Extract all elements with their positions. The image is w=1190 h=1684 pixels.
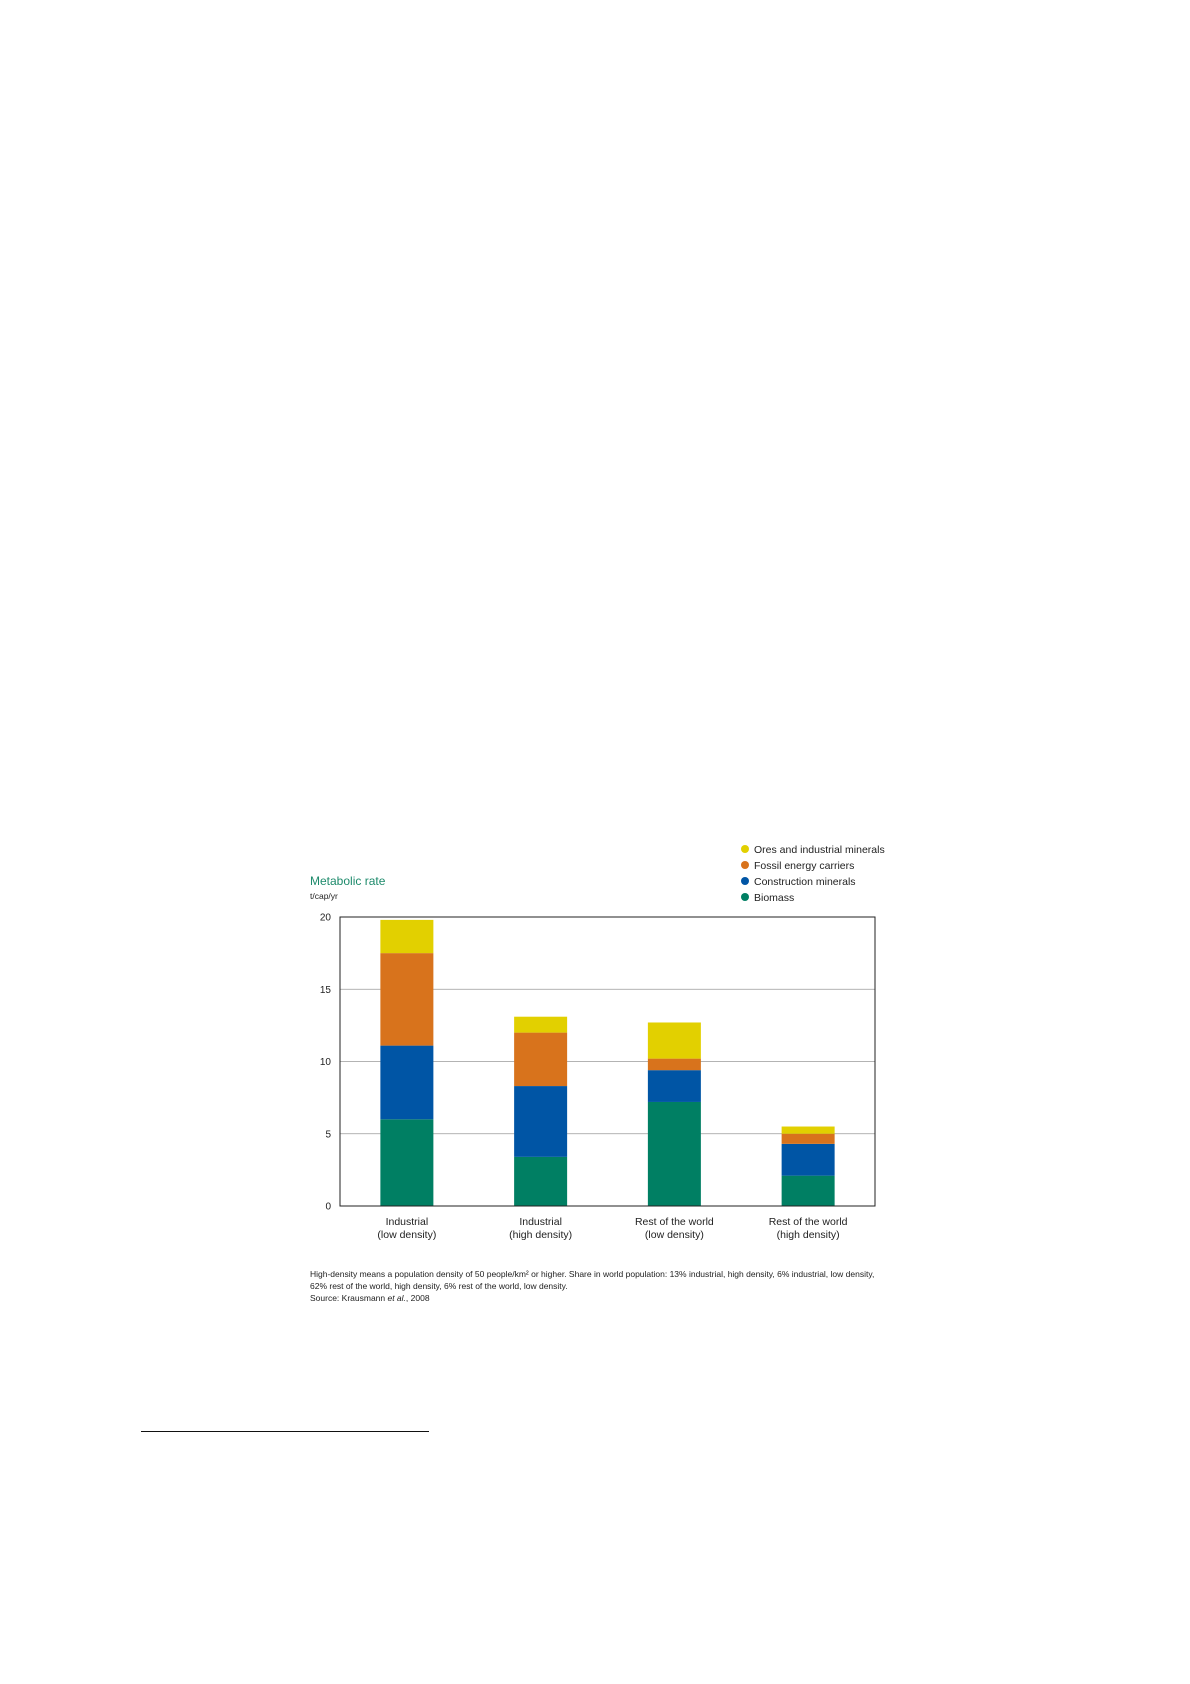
note-line-1: High-density means a population density of 50 people/km² or higher. Share in world population: 13% industrial, high density, 6% industrial, low density, (310, 1269, 875, 1279)
y-tick-label: 10 (319, 1057, 331, 1068)
legend-label: Construction minerals (754, 876, 856, 888)
bar-segment (648, 1022, 701, 1058)
x-category-label: (high density) (776, 1229, 840, 1241)
bar-segment (648, 1070, 701, 1102)
source-suffix: , 2008 (405, 1293, 430, 1303)
x-category-label: Industrial (385, 1216, 429, 1228)
source-italic: et al. (387, 1293, 406, 1303)
y-tick-labels (320, 913, 332, 1213)
footnote-separator (141, 1431, 429, 1432)
bar-segment (380, 953, 433, 1045)
chart-title: Metabolic rate (310, 874, 386, 888)
bar-segment (514, 1017, 567, 1033)
legend-swatch (741, 845, 749, 853)
bar-segment (380, 920, 433, 953)
bar-segment (648, 1059, 701, 1071)
x-category-label: Rest of the world (768, 1216, 848, 1228)
bar-segment (648, 1102, 701, 1206)
legend-swatch (741, 877, 749, 885)
source-prefix: Source: Krausmann (310, 1293, 388, 1303)
x-category-label: (low density) (377, 1229, 437, 1241)
y-tick-label: 20 (319, 912, 331, 924)
legend-label: Fossil energy carriers (754, 860, 855, 872)
bar-segment (782, 1144, 835, 1176)
legend-swatch (741, 861, 749, 869)
chart-note (310, 1268, 910, 1304)
bar-segment (782, 1134, 835, 1144)
bar-segment (514, 1086, 567, 1157)
y-tick-label: 15 (319, 984, 331, 996)
bar-segment (380, 1046, 433, 1120)
legend-label: Ores and industrial minerals (754, 844, 885, 856)
bars-group (380, 920, 834, 1206)
x-category-label: (high density) (509, 1229, 573, 1241)
x-category-label: (low density) (644, 1229, 704, 1241)
legend (741, 844, 885, 904)
y-tick-label: 5 (325, 1129, 331, 1141)
y-tick-label: 0 (325, 1201, 331, 1213)
x-category-label: Industrial (519, 1216, 562, 1228)
legend-label: Biomass (754, 892, 795, 904)
bar-segment (514, 1157, 567, 1206)
y-axis-unit: t/cap/yr (310, 891, 338, 901)
x-category-labels (377, 1216, 847, 1241)
bar-segment (782, 1127, 835, 1134)
x-category-label: Rest of the world (634, 1216, 714, 1228)
note-line-2: 62% rest of the world, high density, 6% rest of the world, low density. (310, 1281, 568, 1291)
bar-segment (782, 1176, 835, 1206)
bar-segment (380, 1119, 433, 1206)
legend-swatch (741, 893, 749, 901)
bar-segment (514, 1033, 567, 1086)
source-line (310, 1292, 910, 1304)
